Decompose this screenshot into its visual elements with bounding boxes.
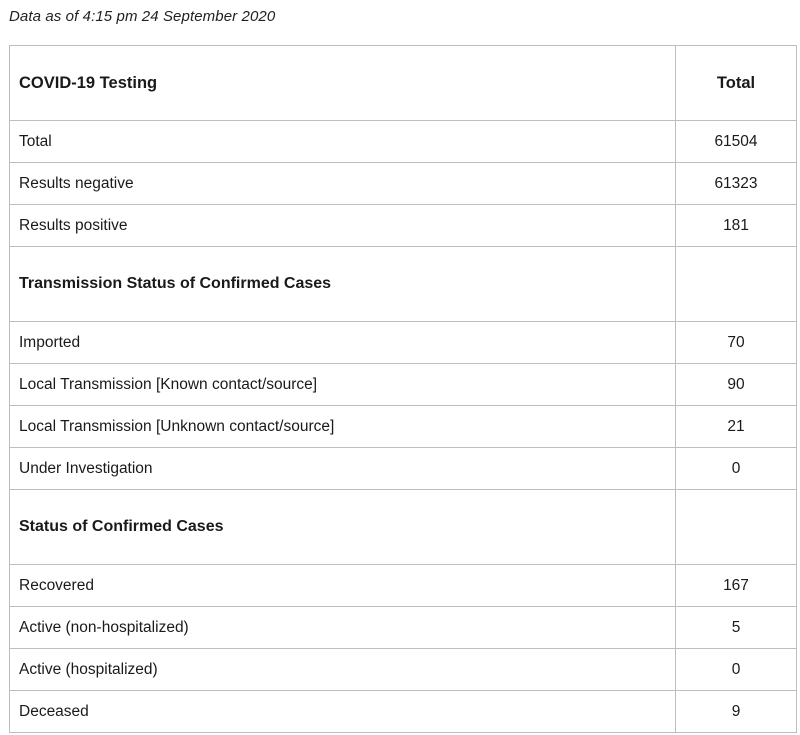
table-header-row <box>10 46 797 121</box>
row-value: 5 <box>676 607 797 649</box>
section-label: Transmission Status of Confirmed Cases <box>10 247 676 322</box>
table-row-total <box>10 121 797 163</box>
covid-testing-table <box>9 45 797 733</box>
data-timestamp: Data as of 4:15 pm 24 September 2020 <box>9 8 276 25</box>
section-value-empty <box>676 490 797 565</box>
table-row-active-non-hospitalized <box>10 607 797 649</box>
row-value: 0 <box>676 649 797 691</box>
row-value: 61323 <box>676 163 797 205</box>
row-value: 70 <box>676 322 797 364</box>
row-label: Under Investigation <box>10 448 676 490</box>
row-label: Deceased <box>10 691 676 733</box>
row-label: Active (hospitalized) <box>10 649 676 691</box>
table-row-local-known <box>10 364 797 406</box>
row-label: Results positive <box>10 205 676 247</box>
table-row-results-positive <box>10 205 797 247</box>
row-value: 9 <box>676 691 797 733</box>
row-label: Local Transmission [Unknown contact/source] <box>10 406 676 448</box>
row-label: Local Transmission [Known contact/source] <box>10 364 676 406</box>
table-row-recovered <box>10 565 797 607</box>
table-row-active-hospitalized <box>10 649 797 691</box>
section-label: Status of Confirmed Cases <box>10 490 676 565</box>
row-value: 61504 <box>676 121 797 163</box>
section-value-empty <box>676 247 797 322</box>
section-header-status <box>10 490 797 565</box>
header-value: Total <box>676 46 797 121</box>
row-label: Imported <box>10 322 676 364</box>
table-row-local-unknown <box>10 406 797 448</box>
row-value: 0 <box>676 448 797 490</box>
header-label: COVID-19 Testing <box>10 46 676 121</box>
row-value: 167 <box>676 565 797 607</box>
row-label: Results negative <box>10 163 676 205</box>
row-label: Total <box>10 121 676 163</box>
table-row-imported <box>10 322 797 364</box>
row-label: Active (non-hospitalized) <box>10 607 676 649</box>
row-value: 181 <box>676 205 797 247</box>
table-row-deceased <box>10 691 797 733</box>
section-header-transmission <box>10 247 797 322</box>
row-value: 90 <box>676 364 797 406</box>
table-row-under-investigation <box>10 448 797 490</box>
row-value: 21 <box>676 406 797 448</box>
row-label: Recovered <box>10 565 676 607</box>
table-row-results-negative <box>10 163 797 205</box>
